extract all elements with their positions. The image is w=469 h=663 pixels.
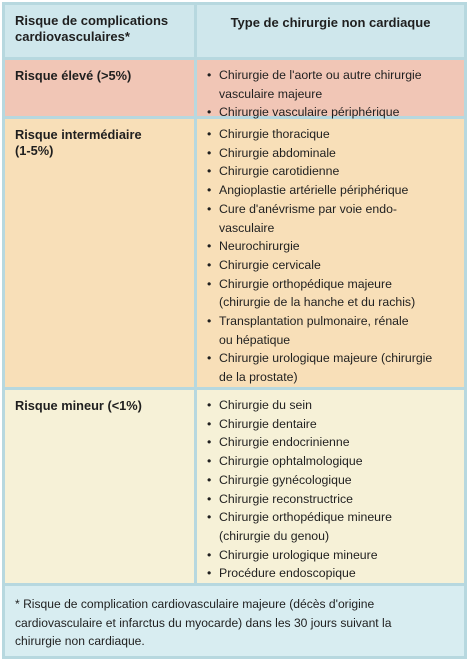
surgery-item-text: Chirurgie ophtalmologique bbox=[219, 454, 363, 469]
surgery-item-text: Chirurgie carotidienne bbox=[219, 164, 340, 179]
surgery-item-text: Chirurgie abdominale bbox=[219, 145, 336, 160]
surgery-item-text: Chirurgie orthopédique mineure (chirurgie du genou) bbox=[219, 510, 392, 543]
bullet-icon: • bbox=[207, 183, 212, 198]
list-item bbox=[207, 256, 456, 275]
bullet-icon: • bbox=[207, 547, 212, 562]
surgery-item-text: Chirurgie urologique majeure (chirurgie de la prostate) bbox=[219, 351, 433, 385]
list-item bbox=[207, 312, 456, 349]
surgery-item-text: Chirurgie thoracique bbox=[219, 127, 330, 141]
bullet-icon: • bbox=[207, 257, 212, 272]
surgery-items-high bbox=[207, 66, 456, 122]
surgery-item-text: Chirurgie vasculaire périphérique bbox=[219, 105, 400, 120]
surgery-item-text: Chirurgie urologique mineure bbox=[219, 547, 378, 562]
bullet-icon: • bbox=[207, 239, 212, 254]
bullet-icon: • bbox=[207, 145, 212, 160]
list-item bbox=[207, 237, 456, 256]
surgery-item-text: Chirurgie de l'aorte ou autre chirurgie vasculaire majeure bbox=[219, 68, 422, 101]
surgery-item-text: Angioplastie artérielle périphérique bbox=[219, 183, 409, 198]
surgery-item-text: Chirurgie endocrinienne bbox=[219, 435, 350, 450]
surgery-list-intermediate bbox=[197, 119, 464, 387]
table-footnote: * Risque de complication cardiovasculaire majeure (décès d'origine cardiovasculaire et infarctus du myocarde) dans les 30 jours suivant la chirurgie non cardiaque. bbox=[5, 586, 464, 656]
bullet-icon: • bbox=[207, 351, 212, 366]
list-item bbox=[207, 546, 456, 565]
list-item bbox=[207, 125, 456, 144]
bullet-icon: • bbox=[207, 454, 212, 469]
list-item bbox=[207, 452, 456, 471]
risk-table-page bbox=[2, 2, 467, 659]
list-item bbox=[207, 471, 456, 490]
risk-category-minor: Risque mineur (<1%) bbox=[5, 390, 197, 583]
list-item bbox=[207, 144, 456, 163]
surgery-items-intermediate bbox=[207, 125, 456, 387]
surgery-item-text: Transplantation pulmonaire, rénale ou hépatique bbox=[219, 314, 409, 347]
surgery-item-text: Chirurgie reconstructrice bbox=[219, 491, 353, 506]
bullet-icon: • bbox=[207, 276, 212, 291]
surgery-item-text: Chirurgie gynécologique bbox=[219, 472, 352, 487]
list-item bbox=[207, 508, 456, 545]
bullet-icon: • bbox=[207, 314, 212, 329]
bullet-icon: • bbox=[207, 127, 212, 141]
bullet-icon: • bbox=[207, 201, 212, 216]
bullet-icon: • bbox=[207, 164, 212, 179]
surgery-list-high bbox=[197, 60, 464, 120]
list-item bbox=[207, 162, 456, 181]
table-header bbox=[5, 5, 464, 57]
list-item bbox=[207, 564, 456, 583]
list-item bbox=[207, 490, 456, 509]
risk-category-high: Risque élevé (>5%) bbox=[5, 60, 197, 116]
bullet-icon: • bbox=[207, 68, 212, 82]
table-row-intermediate-risk bbox=[5, 119, 464, 387]
list-item bbox=[207, 415, 456, 434]
header-risk-column: Risque de complications cardiovasculaires* bbox=[5, 5, 197, 57]
surgery-item-text: Chirurgie du sein bbox=[219, 398, 312, 412]
bullet-icon: • bbox=[207, 435, 212, 450]
surgery-item-text: Cure d'anévrisme par voie endo- vasculaire bbox=[219, 201, 398, 235]
list-item bbox=[207, 200, 456, 237]
header-surgery-column: Type de chirurgie non cardiaque bbox=[230, 15, 431, 30]
bullet-icon: • bbox=[207, 510, 212, 525]
bullet-icon: • bbox=[207, 472, 212, 487]
list-item bbox=[207, 66, 456, 103]
surgery-list-minor bbox=[197, 390, 464, 583]
table-row-high-risk bbox=[5, 60, 464, 120]
list-item bbox=[207, 275, 456, 312]
list-item bbox=[207, 396, 456, 415]
bullet-icon: • bbox=[207, 491, 212, 506]
list-item bbox=[207, 181, 456, 200]
surgery-items-minor bbox=[207, 396, 456, 583]
surgery-item-text: Procédure endoscopique bbox=[219, 566, 356, 581]
bullet-icon: • bbox=[207, 416, 212, 431]
surgery-item-text: Neurochirurgie bbox=[219, 239, 300, 254]
table-row-minor-risk bbox=[5, 390, 464, 583]
bullet-icon: • bbox=[207, 105, 212, 120]
list-item bbox=[207, 433, 456, 452]
bullet-icon: • bbox=[207, 398, 212, 412]
bullet-icon: • bbox=[207, 566, 212, 581]
list-item bbox=[207, 349, 456, 386]
surgery-item-text: Chirurgie cervicale bbox=[219, 257, 321, 272]
surgery-item-text: Chirurgie dentaire bbox=[219, 416, 317, 431]
risk-category-intermediate: Risque intermédiaire (1-5%) bbox=[5, 119, 197, 387]
surgery-item-text: Chirurgie orthopédique majeure (chirurgie de la hanche et du rachis) bbox=[219, 276, 416, 310]
